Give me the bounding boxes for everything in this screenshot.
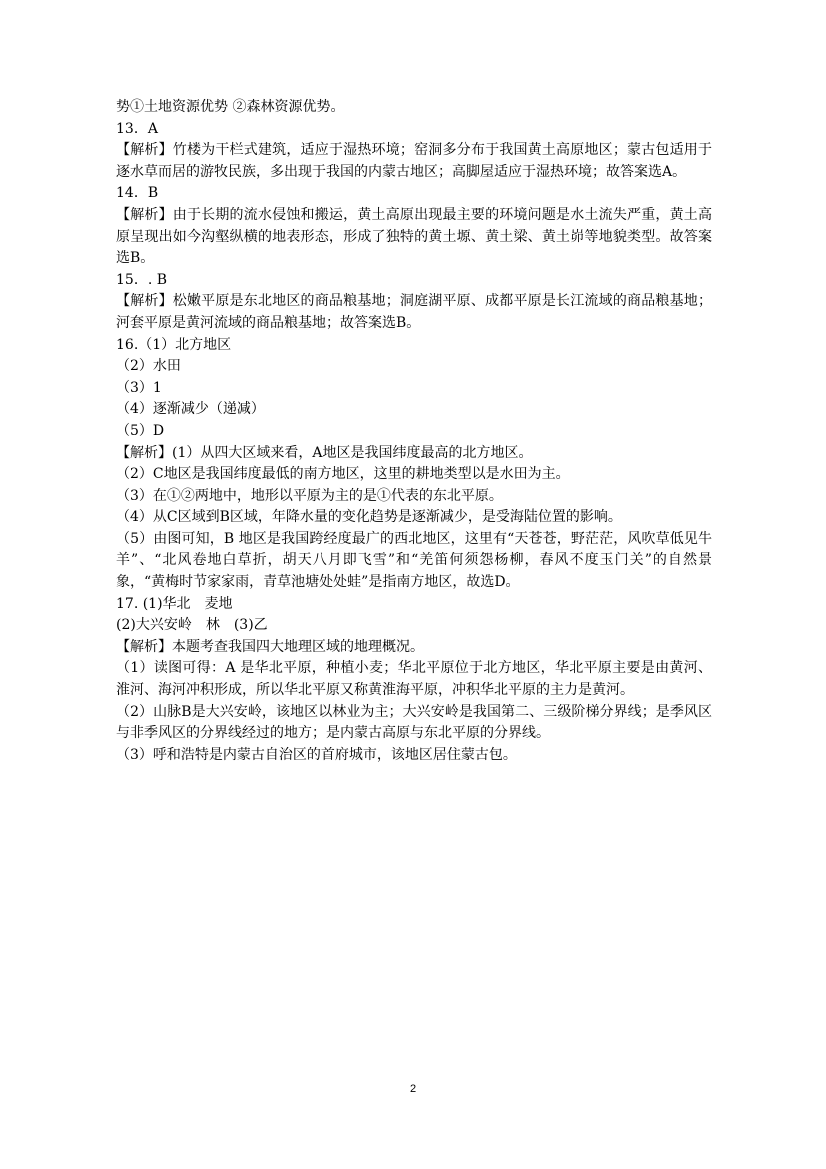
document-body [116, 97, 712, 766]
analysis-17: 【解析】本题考查我国四大地理区域的地理概况。 [116, 638, 424, 655]
analysis-13: 【解析】竹楼为干栏式建筑，适应于湿热环境；窑洞多分布于我国黄土高原地区；蒙古包适用于逐水草而居的游牧民族，多出现于我国的内蒙古地区；高脚屋适应于湿热环境；故答案选A。 [116, 142, 712, 180]
answer-16-1: 16.（1）北方地区 [116, 336, 232, 353]
analysis-17-3: （3）呼和浩特是内蒙古自治区的首府城市，该地区居住蒙古包。 [116, 746, 517, 763]
analysis-16-2: （2）C地区是我国纬度最低的南方地区，这里的耕地类型以是水田为主。 [116, 466, 570, 483]
analysis-16-3: （3）在①②两地中，地形以平原为主的是①代表的东北平原。 [116, 487, 503, 504]
answer-15: 15．. B [116, 271, 168, 288]
answer-13: 13．A [116, 120, 158, 137]
answer-17-1: 17. (1)华北 麦地 [116, 595, 233, 612]
answer-14: 14．B [116, 185, 159, 202]
answer-16-3: （3）1 [116, 379, 162, 396]
text-line: 势①土地资源优势 ②森林资源优势。 [116, 99, 345, 115]
answer-17-2-3: (2)大兴安岭 林 (3)乙 [116, 617, 268, 634]
answer-16-4: （4）逐渐减少（递减） [116, 401, 265, 418]
answer-16-5: （5）D [116, 422, 165, 439]
page-number: 2 [409, 1083, 417, 1095]
analysis-15: 【解析】松嫩平原是东北地区的商品粮基地；洞庭湖平原、成都平原是长江流域的商品粮基地；河套平原是黄河流域的商品粮基地；故答案选B。 [116, 293, 712, 331]
analysis-16-4: （4）从C区域到B区域，年降水量的变化趋势是逐渐减少，是受海陆位置的影响。 [116, 509, 622, 526]
answer-16-2: （2）水田 [116, 358, 181, 375]
analysis-16-1: 【解析】(1）从四大区域来看，A地区是我国纬度最高的北方地区。 [116, 444, 533, 461]
analysis-16-5: （5）由图可知，B 地区是我国跨经度最广的西北地区，这里有“天苍苍，野茫茫，风吹草低见牛羊”、“北风卷地白草折，胡天八月即飞雪”和“羌笛何须怨杨柳，春风不度玉门关”的自然景象，“黄梅时节家家雨，青草池塘处处蛙”是指南方地区，故选D。 [116, 530, 712, 591]
analysis-17-2: （2）山脉B是大兴安岭，该地区以林业为主；大兴安岭是我国第二、三级阶梯分界线；是季风区与非季风区的分界线经过的地方；是内蒙古高原与东北平原的分界线。 [116, 703, 712, 742]
analysis-17-1: （1）读图可得：A 是华北平原，种植小麦；华北平原位于北方地区，华北平原主要是由黄河、淮河、海河冲积形成，所以华北平原又称黄淮海平原，冲积华北平原的主力是黄河。 [116, 660, 712, 699]
analysis-14: 【解析】由于长期的流水侵蚀和搬运，黄土高原出现最主要的环境问题是水土流失严重，黄土高原呈现出如今沟壑纵横的地表形态，形成了独特的黄土塬、黄土梁、黄土峁等地貌类型。故答案选B。 [116, 206, 712, 267]
